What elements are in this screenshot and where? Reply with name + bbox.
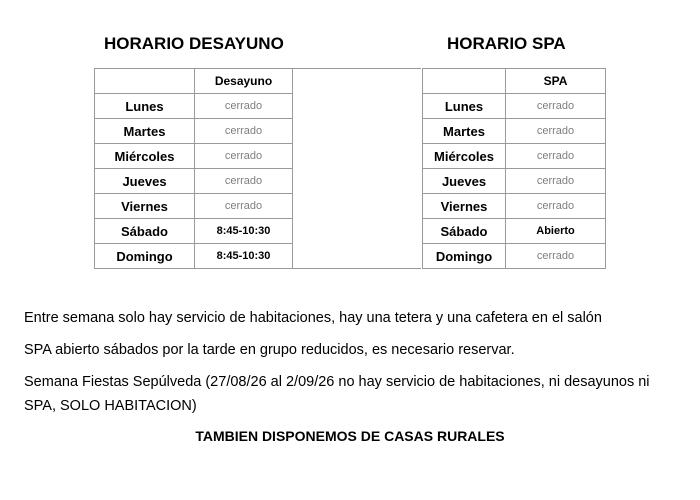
day-cell: Miércoles	[95, 144, 195, 169]
day-cell: Domingo	[423, 244, 506, 269]
day-cell: Lunes	[423, 94, 506, 119]
day-cell: Jueves	[95, 169, 195, 194]
table-row	[423, 169, 606, 194]
table-row	[423, 144, 606, 169]
day-cell: Miércoles	[423, 144, 506, 169]
table-row	[95, 194, 293, 219]
spa-schedule-table	[422, 68, 606, 269]
table-row	[423, 244, 606, 269]
rural-houses-notice: TAMBIEN DISPONEMOS DE CASAS RURALES	[195, 428, 505, 444]
header-empty-cell	[95, 69, 195, 94]
value-cell: cerrado	[195, 144, 293, 169]
value-cell: cerrado	[506, 119, 606, 144]
day-cell: Domingo	[95, 244, 195, 269]
day-cell: Jueves	[423, 169, 506, 194]
day-cell: Martes	[423, 119, 506, 144]
day-cell: Viernes	[95, 194, 195, 219]
table-row	[95, 219, 293, 244]
table-row	[95, 94, 293, 119]
day-cell: Sábado	[95, 219, 195, 244]
table-header-row	[423, 69, 606, 94]
value-cell: cerrado	[195, 194, 293, 219]
value-cell: cerrado	[195, 169, 293, 194]
value-cell: cerrado	[506, 169, 606, 194]
spa-title: HORARIO SPA	[447, 34, 566, 53]
breakfast-column-header: Desayuno	[195, 69, 293, 94]
value-cell: cerrado	[195, 119, 293, 144]
spa-column-header: SPA	[506, 69, 606, 94]
value-cell: 8:45-10:30	[195, 219, 293, 244]
table-row	[95, 144, 293, 169]
header-empty-cell	[423, 69, 506, 94]
day-cell: Sábado	[423, 219, 506, 244]
spa-booking-note: SPA abierto sábados por la tarde en grupo reducidos, es necesario reservar.	[24, 342, 515, 358]
breakfast-schedule-table	[94, 68, 293, 269]
value-cell: cerrado	[506, 244, 606, 269]
table-divider	[291, 68, 421, 269]
value-cell: Abierto	[506, 219, 606, 244]
table-row	[423, 94, 606, 119]
day-cell: Lunes	[95, 94, 195, 119]
table-row	[423, 194, 606, 219]
table-header-row	[95, 69, 293, 94]
festival-week-note: Semana Fiestas Sepúlveda (27/08/26 al 2/09/26 no hay servicio de habitaciones, ni desayunos ni SPA, SOLO HABITACION)	[24, 374, 650, 414]
value-cell: cerrado	[506, 194, 606, 219]
breakfast-title: HORARIO DESAYUNO	[104, 34, 284, 53]
table-row	[95, 244, 293, 269]
day-cell: Viernes	[423, 194, 506, 219]
day-cell: Martes	[95, 119, 195, 144]
room-service-note: Entre semana solo hay servicio de habitaciones, hay una tetera y una cafetera en el salón	[24, 310, 602, 326]
value-cell: cerrado	[506, 144, 606, 169]
value-cell: 8:45-10:30	[195, 244, 293, 269]
value-cell: cerrado	[195, 94, 293, 119]
table-row	[95, 119, 293, 144]
table-row	[423, 119, 606, 144]
table-row	[95, 169, 293, 194]
value-cell: cerrado	[506, 94, 606, 119]
table-row	[423, 219, 606, 244]
